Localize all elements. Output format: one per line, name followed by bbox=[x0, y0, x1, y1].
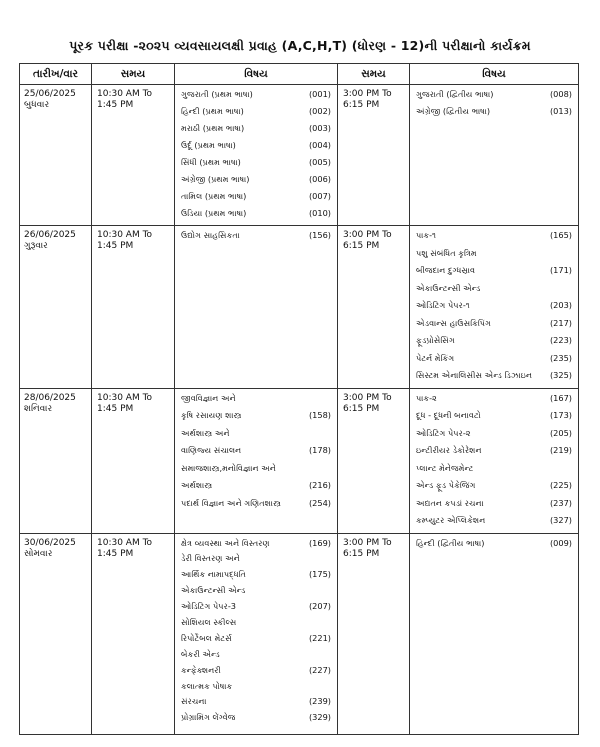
subject-cell-2 bbox=[410, 85, 579, 226]
exam-date: 30/06/2025 bbox=[24, 537, 76, 548]
time-line: 6:15 PM bbox=[343, 403, 380, 414]
exam-date: 25/06/2025 bbox=[24, 89, 76, 99]
subject-code: (173) bbox=[549, 410, 572, 420]
subject-name: એકાઉન્ટન્સી એન્ડ bbox=[416, 282, 481, 293]
subject-item bbox=[175, 665, 337, 676]
time-line: 10:30 AM To bbox=[97, 89, 153, 99]
subject-cell-2 bbox=[410, 388, 579, 533]
subject-code: (003) bbox=[308, 123, 331, 133]
subject-name: હિન્દી (દ્વિતીય ભાષા) bbox=[416, 537, 485, 548]
subject-cell-1 bbox=[175, 85, 338, 226]
subject-item bbox=[410, 480, 578, 491]
subject-code: (009) bbox=[549, 537, 572, 548]
subject-item bbox=[175, 480, 337, 491]
subject-name: અંગ્રેજી (દ્વિતીય ભાષા) bbox=[416, 106, 491, 116]
subject-name: ઓડિટિંગ પેપર-3 bbox=[181, 601, 236, 612]
time-line: 1:45 PM bbox=[97, 100, 134, 110]
subject-name: કૃષિ રસાયણ શાસ્ત્ર bbox=[181, 410, 242, 420]
subject-name: સોશિયલ સ્કીલ્સ bbox=[181, 616, 237, 627]
subject-item bbox=[175, 617, 337, 628]
subject-item bbox=[175, 393, 337, 404]
subject-item bbox=[410, 393, 578, 404]
subject-name: પેટર્ન મેકિંગ bbox=[416, 352, 455, 363]
subject-code: (203) bbox=[549, 300, 572, 310]
subject-name: પાક-૧ bbox=[416, 230, 437, 240]
subject-item bbox=[410, 410, 578, 421]
date-cell bbox=[20, 226, 92, 389]
time-line: 3:00 PM To bbox=[343, 230, 392, 240]
subject-item bbox=[410, 265, 578, 276]
subject-cell-2 bbox=[410, 533, 579, 734]
subject-code: (169) bbox=[308, 537, 331, 548]
header-date: તારીખ/વાર bbox=[20, 64, 92, 85]
subject-name: પ્લાન્ટ મેનેજમેન્ટ bbox=[416, 462, 474, 473]
subject-item bbox=[175, 428, 337, 439]
time-line: 1:45 PM bbox=[97, 241, 134, 251]
subject-item bbox=[175, 410, 337, 421]
subject-item bbox=[175, 106, 337, 117]
table-row bbox=[20, 226, 579, 389]
subject-code: (327) bbox=[549, 515, 572, 525]
page-title: પૂરક પરીક્ષા -૨૦૨૫ વ્યવસાયલક્ષી પ્રવાહ (A,C,H,T) (ધોરણ - 12)ની પરીક્ષાનો કાર્યક્રમ bbox=[69, 38, 531, 53]
header-time1: સમય bbox=[92, 64, 175, 85]
subject-item bbox=[175, 463, 337, 474]
subject-name: મરાઠી (પ્રથમ ભાષા) bbox=[181, 123, 245, 133]
subject-name: વાણિજ્ય સંચાલન bbox=[181, 445, 242, 455]
time-cell-1 bbox=[92, 388, 175, 533]
subject-name: બેકરી એન્ડ bbox=[181, 648, 220, 659]
time-line: 3:00 PM To bbox=[343, 89, 392, 99]
time-line: 6:15 PM bbox=[343, 100, 380, 110]
subject-code: (004) bbox=[308, 140, 331, 150]
table-row bbox=[20, 533, 579, 734]
time-cell-1 bbox=[92, 533, 175, 734]
subject-code: (329) bbox=[308, 712, 331, 723]
subject-name: ઉડિયા (પ્રથમ ભાષા) bbox=[181, 208, 247, 218]
subject-name: પ્રોગ્રામિંગ લેંગ્વેજ bbox=[181, 712, 236, 723]
subject-name: ઉદ્યોગ સાહસિકતા bbox=[181, 230, 240, 240]
subject-name: ક્ષેત્ર વ્યવસ્થા અને વિસ્તરણ bbox=[181, 537, 270, 548]
subject-code: (171) bbox=[549, 265, 572, 275]
subject-item bbox=[410, 283, 578, 294]
subject-code: (225) bbox=[549, 480, 572, 490]
subject-cell-2 bbox=[410, 226, 579, 389]
exam-day: ગુરૂવાર bbox=[24, 241, 48, 251]
subject-code: (235) bbox=[549, 352, 572, 363]
subject-name: ફૂડપ્રોસેસિંગ bbox=[416, 335, 455, 345]
subject-name: આર્થિક નામાપદ્ધતિ bbox=[181, 569, 246, 580]
time-line: 10:30 AM To bbox=[97, 392, 153, 403]
subject-code: (216) bbox=[308, 480, 331, 490]
subject-code: (167) bbox=[549, 392, 572, 403]
subject-code: (175) bbox=[308, 569, 331, 580]
subject-code: (219) bbox=[549, 445, 572, 455]
subject-item bbox=[175, 140, 337, 151]
subject-cell-1 bbox=[175, 533, 338, 734]
subject-name: ડેરી વિસ્તરણ અને bbox=[181, 553, 240, 564]
subject-cell-1 bbox=[175, 388, 338, 533]
subject-item bbox=[410, 106, 578, 117]
subject-name: સિસ્ટમ એનાલિસીસ એન્ડ ડિઝાઇન bbox=[416, 370, 533, 380]
exam-day: સોમવાર bbox=[24, 548, 53, 559]
subject-code: (207) bbox=[308, 601, 331, 612]
subject-name: પશુ સંબંધિત કૃત્રિમ bbox=[416, 247, 477, 258]
subject-name: ઇન્ટીરીયર ડેકોરેશન bbox=[416, 445, 482, 455]
subject-code: (237) bbox=[549, 497, 572, 508]
subject-name: સંરચના bbox=[181, 696, 207, 707]
subject-item bbox=[410, 353, 578, 364]
subject-code: (227) bbox=[308, 664, 331, 675]
header-subject1: વિષય bbox=[175, 64, 338, 85]
subject-item bbox=[175, 445, 337, 456]
subject-item bbox=[175, 208, 337, 219]
subject-name: પદાર્થ વિજ્ઞાન અને ગણિતશાસ્ત્ર bbox=[181, 497, 282, 508]
time-line: 6:15 PM bbox=[343, 548, 380, 559]
subject-name: કમ્પ્યુટર એપ્લિકેશન bbox=[416, 515, 486, 525]
subject-name: બીજદાન દુગ્ધસ્રાવ bbox=[416, 265, 476, 275]
subject-name: અર્થશાસ્ત્ર અને bbox=[181, 427, 230, 438]
subject-name: અંગ્રેજી (પ્રથમ ભાષા) bbox=[181, 174, 250, 184]
subject-item bbox=[410, 248, 578, 259]
time-line: 10:30 AM To bbox=[97, 537, 153, 548]
schedule-table bbox=[19, 63, 579, 735]
subject-item bbox=[410, 300, 578, 311]
schedule-body bbox=[20, 85, 579, 735]
subject-name: ગુજરાતી (પ્રથમ ભાષા) bbox=[181, 89, 253, 99]
subject-code: (178) bbox=[308, 445, 331, 455]
subject-item bbox=[175, 569, 337, 580]
subject-name: એન્ડ ફૂડ પેકેજિંગ bbox=[416, 480, 476, 490]
subject-item bbox=[410, 445, 578, 456]
time-line: 1:45 PM bbox=[97, 403, 134, 414]
subject-name: હિન્દી (પ્રથમ ભાષા) bbox=[181, 106, 244, 116]
subject-code: (010) bbox=[308, 208, 331, 218]
time-line: 6:15 PM bbox=[343, 241, 380, 251]
subject-name: સિંધી (પ્રથમ ભાષા) bbox=[181, 157, 241, 167]
subject-item bbox=[410, 230, 578, 241]
subject-code: (001) bbox=[308, 89, 331, 99]
subject-name: ગુજરાતી (દ્વિતીય ભાષા) bbox=[416, 89, 494, 99]
exam-day: બુધવાર bbox=[24, 100, 50, 110]
subject-item bbox=[175, 681, 337, 692]
subject-name: દૂધ - દૂધની બનાવટો bbox=[416, 410, 481, 420]
subject-item bbox=[175, 712, 337, 723]
header-time2: સમય bbox=[338, 64, 410, 85]
date-cell bbox=[20, 85, 92, 226]
subject-code: (223) bbox=[549, 335, 572, 345]
subject-name: અર્થશાસ્ત્ર bbox=[181, 480, 213, 490]
subject-item bbox=[175, 601, 337, 612]
subject-item bbox=[175, 649, 337, 660]
subject-code: (005) bbox=[308, 157, 331, 167]
subject-name: સમાજશાસ્ત્ર,મનોવિજ્ઞાન અને bbox=[181, 462, 276, 473]
subject-name: રિપોર્ટેબલ મેટર્સ bbox=[181, 632, 232, 643]
time-cell-2 bbox=[338, 226, 410, 389]
subject-code: (013) bbox=[549, 106, 572, 116]
subject-item bbox=[175, 633, 337, 644]
date-cell bbox=[20, 388, 92, 533]
subject-item bbox=[175, 157, 337, 168]
subject-code: (217) bbox=[549, 317, 572, 328]
subject-code: (007) bbox=[308, 191, 331, 201]
time-cell-1 bbox=[92, 226, 175, 389]
subject-item bbox=[175, 123, 337, 134]
subject-code: (156) bbox=[308, 230, 331, 240]
subject-name: ઓડિટિંગ પેપર-૨ bbox=[416, 427, 471, 438]
subject-item bbox=[410, 370, 578, 381]
subject-code: (205) bbox=[549, 427, 572, 438]
subject-name: એડવાન્સ હાઉસકિપિંગ bbox=[416, 317, 491, 328]
time-line: 1:45 PM bbox=[97, 548, 134, 559]
table-row bbox=[20, 388, 579, 533]
subject-name: ઓડિટિંગ પેપર-૧ bbox=[416, 300, 470, 310]
subject-code: (221) bbox=[308, 632, 331, 643]
exam-date: 26/06/2025 bbox=[24, 230, 76, 240]
subject-item bbox=[410, 89, 578, 100]
subject-item bbox=[175, 696, 337, 707]
subject-item bbox=[175, 498, 337, 509]
subject-item bbox=[175, 585, 337, 596]
time-line: 3:00 PM To bbox=[343, 537, 392, 548]
subject-name: કન્ફેક્શનરી bbox=[181, 664, 221, 675]
subject-item bbox=[410, 318, 578, 329]
subject-item bbox=[175, 174, 337, 185]
subject-code: (165) bbox=[549, 230, 572, 240]
header-row bbox=[20, 64, 579, 85]
time-cell-1 bbox=[92, 85, 175, 226]
subject-name: એકાઉન્ટન્સી એન્ડ bbox=[181, 585, 246, 596]
subject-code: (325) bbox=[549, 370, 572, 380]
time-cell-2 bbox=[338, 85, 410, 226]
time-line: 3:00 PM To bbox=[343, 392, 392, 403]
subject-code: (239) bbox=[308, 696, 331, 707]
header-subject2: વિષય bbox=[410, 64, 579, 85]
subject-name: કલાત્મક પોષાક bbox=[181, 680, 233, 691]
time-cell-2 bbox=[338, 388, 410, 533]
subject-item bbox=[410, 498, 578, 509]
subject-name: ઉર્દૂ (પ્રથમ ભાષા) bbox=[181, 140, 236, 150]
exam-day: શનિવાર bbox=[24, 403, 53, 414]
subject-code: (002) bbox=[308, 106, 331, 116]
subject-code: (008) bbox=[549, 89, 572, 99]
subject-name: તામિલ (પ્રથમ ભાષા) bbox=[181, 191, 247, 201]
subject-code: (006) bbox=[308, 174, 331, 184]
subject-item bbox=[410, 538, 578, 549]
time-line: 10:30 AM To bbox=[97, 230, 153, 240]
subject-item bbox=[175, 230, 337, 241]
subject-cell-1 bbox=[175, 226, 338, 389]
subject-item bbox=[175, 538, 337, 549]
subject-code: (158) bbox=[308, 410, 331, 420]
date-cell bbox=[20, 533, 92, 734]
subject-item bbox=[175, 89, 337, 100]
exam-date: 28/06/2025 bbox=[24, 392, 76, 403]
table-row bbox=[20, 85, 579, 226]
subject-code: (254) bbox=[308, 497, 331, 508]
subject-item bbox=[410, 335, 578, 346]
subject-name: પાક-૨ bbox=[416, 392, 437, 403]
time-cell-2 bbox=[338, 533, 410, 734]
subject-item bbox=[410, 515, 578, 526]
subject-item bbox=[175, 553, 337, 564]
subject-item bbox=[410, 428, 578, 439]
subject-name: અદ્યતન કપડાં રચના bbox=[416, 497, 484, 508]
subject-name: જીવવિજ્ઞાન અને bbox=[181, 392, 236, 403]
subject-item bbox=[175, 191, 337, 202]
subject-item bbox=[410, 463, 578, 474]
